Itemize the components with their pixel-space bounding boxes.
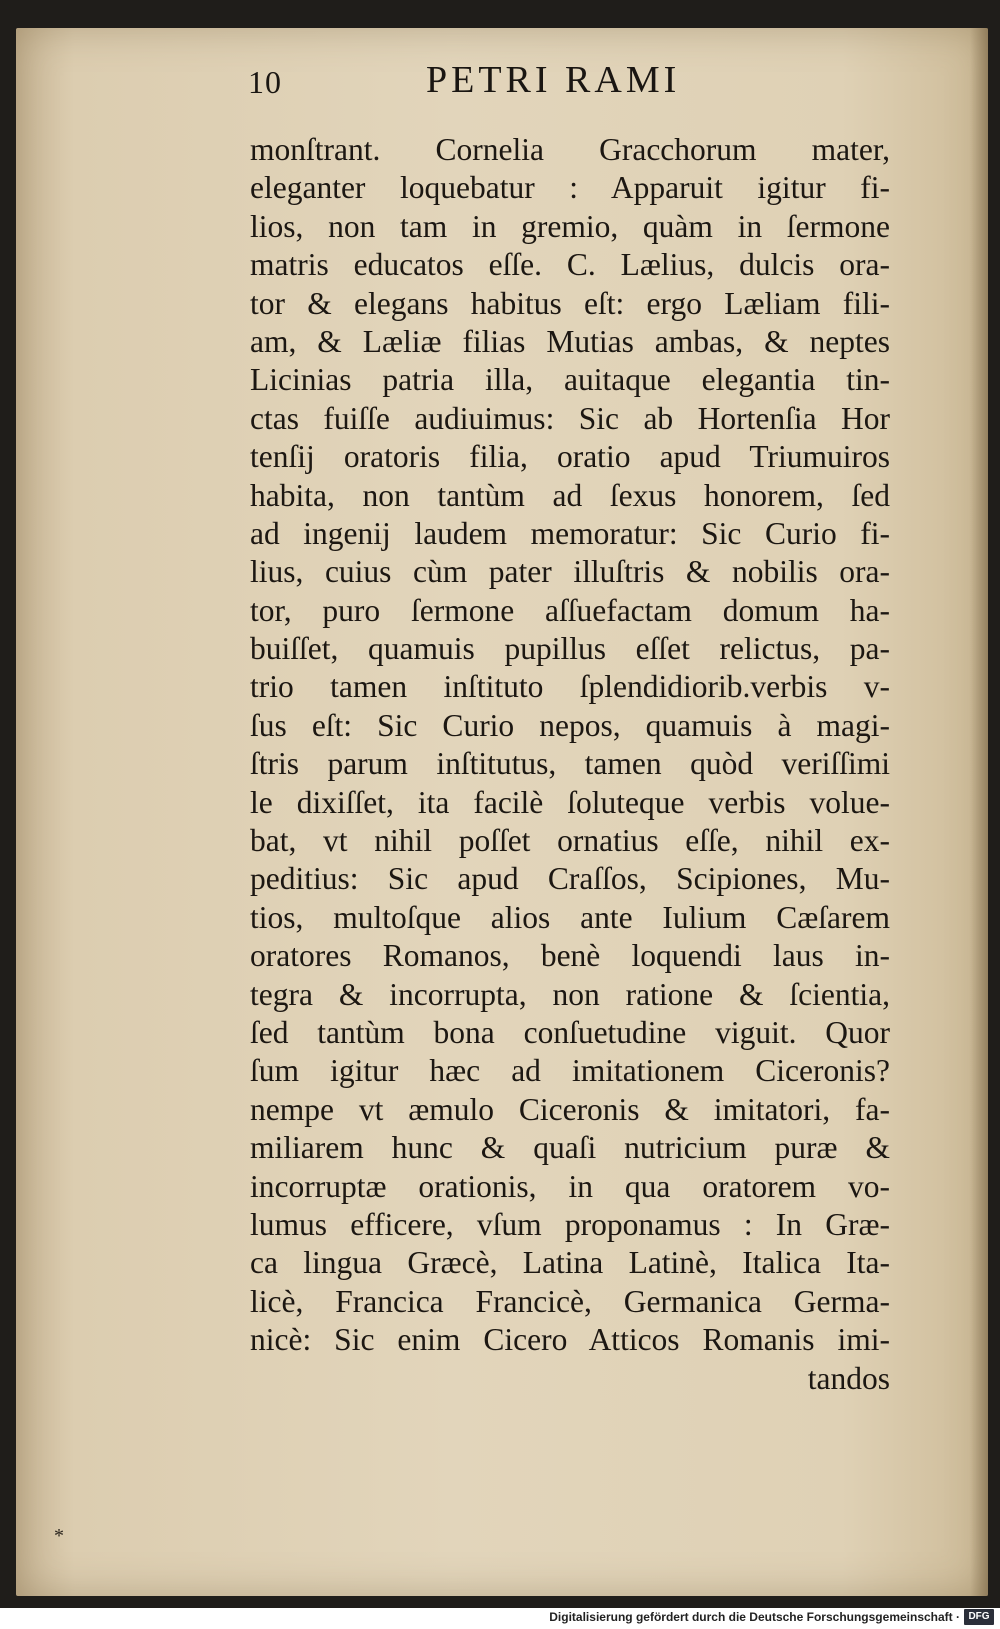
text-line: miliarem hunc & quaſi nutricium puræ & bbox=[250, 1130, 890, 1166]
text-line: ſum igitur hæc ad imitationem Ciceronis? bbox=[250, 1053, 890, 1089]
text-line: matris educatos eſſe. C. Lælius, dulcis ora- bbox=[250, 247, 890, 283]
dfg-logo: DFG bbox=[964, 1609, 994, 1625]
running-head bbox=[230, 58, 870, 106]
text-line: tor & elegans habitus eſt: ergo Læliam fili- bbox=[250, 285, 890, 321]
funding-credit: Digitalisierung gefördert durch die Deutsche Forschungsgemeinschaft · bbox=[549, 1610, 960, 1624]
text-line: ctas fuiſſe audiuimus: Sic ab Hortenſia Hor bbox=[250, 400, 890, 436]
text-line: habita, non tantùm ad ſexus honorem, ſed bbox=[250, 477, 890, 513]
body-text bbox=[250, 131, 890, 1398]
text-line: tios, multoſque alios ante Iulium Cæſarem bbox=[250, 899, 890, 935]
text-line: ca lingua Græcè, Latina Latinè, Italica Ita- bbox=[250, 1245, 890, 1281]
text-line: buiſſet, quamuis pupillus eſſet relictus, pa- bbox=[250, 631, 890, 667]
text-line: peditius: Sic apud Craſſos, Scipiones, Mu- bbox=[250, 861, 890, 897]
text-line: ſus eſt: Sic Curio nepos, quamuis à magi- bbox=[250, 707, 890, 743]
text-line: bat, vt nihil poſſet ornatius eſſe, nihil ex- bbox=[250, 823, 890, 859]
text-line: lius, cuius cùm pater illuſtris & nobilis ora- bbox=[250, 554, 890, 590]
text-line: tandos bbox=[807, 1360, 890, 1396]
text-line: ſtris parum inſtitutus, tamen quòd veriſſimi bbox=[250, 746, 890, 782]
text-line: oratores Romanos, benè loquendi laus in- bbox=[250, 938, 890, 974]
text-line: am, & Læliæ filias Mutias ambas, & neptes bbox=[250, 323, 890, 359]
page-edge-shadow bbox=[970, 28, 988, 1596]
text-line: nicè: Sic enim Cicero Atticos Romanis imi- bbox=[250, 1322, 890, 1358]
text-line: licè, Francica Francicè, Germanica Germa- bbox=[250, 1283, 890, 1319]
text-line: le dixiſſet, ita facilè ſoluteque verbis volue- bbox=[250, 784, 890, 820]
text-line: lumus efficere, vſum proponamus : In Græ- bbox=[250, 1206, 890, 1242]
text-line: tegra & incorrupta, non ratione & ſcientia, bbox=[250, 976, 890, 1012]
text-line: incorruptæ orationis, in qua oratorem vo- bbox=[250, 1168, 890, 1204]
text-line: trio tamen inſtituto ſplendidiorib.verbis v- bbox=[250, 669, 890, 705]
text-line: ſed tantùm bona conſuetudine viguit. Quor bbox=[250, 1014, 890, 1050]
page-number: 10 bbox=[248, 64, 282, 100]
running-head-title: PETRI RAMI bbox=[426, 59, 681, 101]
stray-ink-mark: * bbox=[54, 1525, 64, 1547]
text-line: nempe vt æmulo Ciceronis & imitatori, fa- bbox=[250, 1091, 890, 1127]
text-line: monſtrant. Cornelia Gracchorum mater, bbox=[250, 132, 890, 167]
text-line: ad ingenij laudem memoratur: Sic Curio fi- bbox=[250, 515, 890, 551]
text-line: lios, non tam in gremio, quàm in ſermone bbox=[250, 208, 890, 244]
text-line: Licinias patria illa, auitaque elegantia tin- bbox=[250, 362, 890, 398]
digitization-footer bbox=[0, 1608, 1000, 1629]
text-line: eleganter loquebatur : Apparuit igitur fi- bbox=[250, 170, 890, 206]
text-line: tor, puro ſermone aſſuefactam domum ha- bbox=[250, 592, 890, 628]
text-line: tenſij oratoris filia, oratio apud Triumuiros bbox=[250, 439, 890, 475]
